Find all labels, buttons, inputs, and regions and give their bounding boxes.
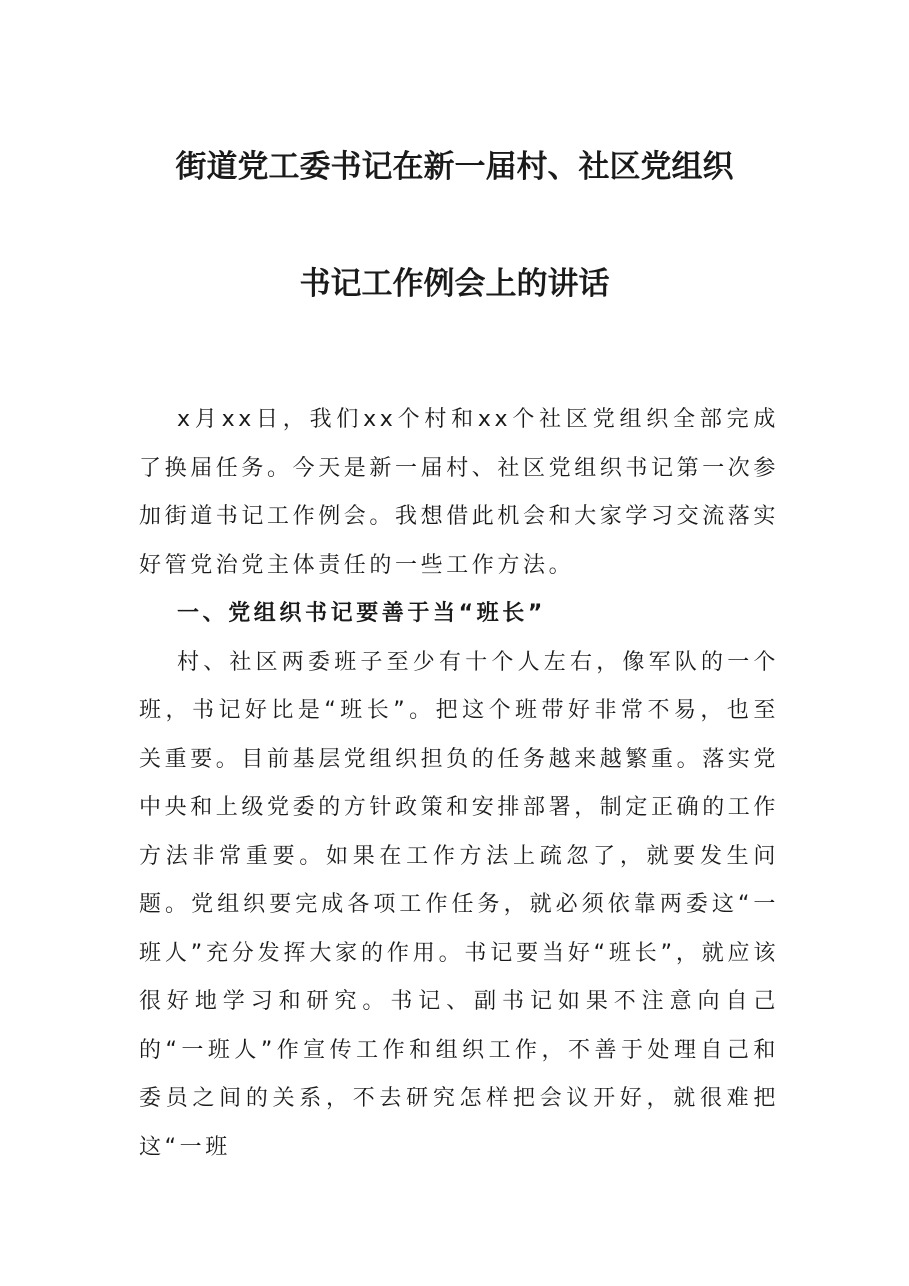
document-title-line-1: 街道党工委书记在新一届村、社区党组织 bbox=[175, 149, 734, 185]
paragraph-intro: x月xx日，我们xx个村和xx个社区党组织全部完成了换届任务。今天是新一届村、社区党组织书记第一次参加街道书记工作例会。我想借此机会和大家学习交流落实好管党治党主体责任的一些工作方法。 bbox=[139, 407, 780, 578]
document-body bbox=[139, 396, 779, 1172]
document-title-line-2: 书记工作例会上的讲话 bbox=[299, 266, 610, 302]
paragraph-section-1: 村、社区两委班子至少有十个人左右，像军队的一个班，书记好比是“班长”。把这个班带好非常不易，也至关重要。目前基层党组织担负的任务越来越繁重。落实党中央和上级党委的方针政策和安排部署，制定正确的工作方法非常重要。如果在工作方法上疏忽了，就要发生问题。党组织要完成各项工作任务，就必须依靠两委这“一班人”充分发挥大家的作用。书记要当好“班长”，就应该很好地学习和研究。书记、副书记如果不注意向自己的“一班人”作宣传工作和组织工作，不善于处理自己和委员之间的关系，不去研究怎样把会议开好，就很难把这“一班 bbox=[139, 649, 780, 1160]
section-heading-1: 一、党组织书记要善于当“班长” bbox=[177, 601, 546, 626]
